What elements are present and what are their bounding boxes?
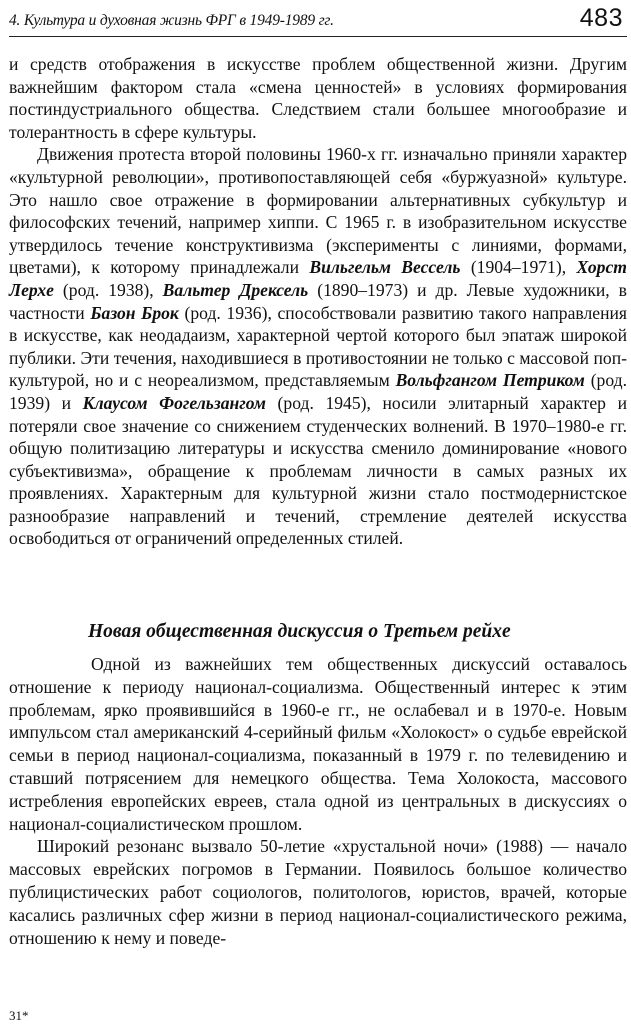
- main-text: [9, 53, 627, 550]
- person-name: Базон Брок: [90, 302, 179, 323]
- person-name: Вольфгангом Петриком: [395, 370, 585, 391]
- person-name: Клаусом Фогельзангом: [82, 392, 266, 413]
- text-run: и средств отображения в искусстве проблем общественной жизни. Другим важнейшим фактором стала «смена ценностей» в условиях формирования постиндустриального общества. Следствием стали большее многообразие и толерантность в сфере культуры.: [9, 54, 627, 142]
- text-run: (1904–1971),: [460, 257, 577, 278]
- printer-signature-mark: 31*: [9, 1008, 29, 1023]
- section-text: [9, 653, 627, 949]
- text-run: (род. 1945), носили элитарный характер и потеряли свое значение со снижением студенческих волнений. В 1970–1980-е гг. общую политизацию литературы и искусства сменило доминирование «нового субъективизма», обращение к проблемам личности в самых разных их проявлениях. Характерным для культурной жизни стало постмодернистское разнообразие направлений и течений, стремление деятелей искусства освободиться от ограничений определенных стилей.: [9, 392, 627, 549]
- paragraph: [9, 53, 627, 143]
- text-run: (род. 1938),: [53, 279, 163, 300]
- running-title: 4. Культура и духовная жизнь ФРГ в 1949-1989 гг.: [9, 12, 334, 29]
- section-heading: Новая общественная дискуссия о Третьем рейхе: [88, 621, 511, 642]
- text-run: Движения протеста второй половины 1960-х гг. изначально приняли характер «культурной революции», противопоставляющей себя «буржуазной» культуре. Это нашло свое отражение в формировании альтернативных субкультур и философских течений, например хиппи. С 1965 г. в изобразительном искусстве утвердилось течение конструктивизма (эксперименты с линиями, формами, цветами), к которому принадлежали: [9, 144, 627, 278]
- text-run: (род. 1939) и: [9, 370, 627, 413]
- text-run: Широкий резонанс вызвало 50-летие «хрустальной ночи» (1988) — начало массовых еврейских погромов в Германии. Появилось большое количество публицистических работ социологов, политологов, юристов, врачей, которые касались различных сфер жизни в период национал-социалистического режима, отношению к нему и поведе-: [9, 836, 627, 948]
- paragraph: [9, 835, 627, 949]
- text-run: (род. 1936), способствовали развитию такого направления в искусстве, как неодадаизм, характерной чертой которого был эпатаж широкой публики. Эти течения, находившиеся в противостоянии не только с массовой поп-культурой, но и с неореализмом, представляемым: [9, 302, 627, 391]
- page-number: 483: [579, 4, 623, 32]
- text-run: (1890–1973) и др. Левые художники, в частности: [9, 279, 627, 323]
- paragraph: [9, 653, 627, 835]
- person-name: Вальтер Дрексель: [162, 279, 309, 300]
- person-name: Вильгельм Вессель: [309, 257, 461, 278]
- person-name: Хорст Лерхе: [9, 257, 627, 300]
- page-header: [9, 6, 627, 37]
- text-run: Одной из важнейших тем общественных дискуссий оставалось отношение к периоду национал-социализма. Общественный интерес к этим проблемам, ярко проявившийся в 1960-е гг., не ослабевал и в 1970-е. Новым импульсом стал американский 4-серийный фильм «Холокост» о судьбе еврейской семьи в период национал-социализма, показанный в 1979 г. по телевидению и ставший потрясением для немецкого общества. Тема Холокоста, массового истребления европейских евреев, стала одной из центральных в дискуссиях о национал-социалистическом прошлом.: [9, 654, 627, 834]
- paragraph: [9, 143, 627, 550]
